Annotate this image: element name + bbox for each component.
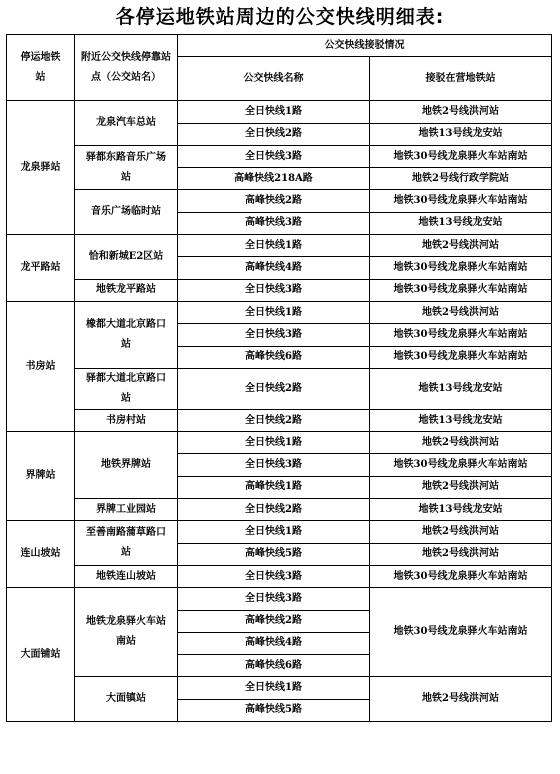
header-connect: 公交快线接驳情况 [178,35,552,57]
stop-cell: 橡都大道北京路口站 [75,301,178,368]
stop-cell: 驿都东路音乐广场站 [75,145,178,190]
route-cell: 高峰快线218A路 [178,168,370,190]
metro-cell: 地铁30号线龙泉驿火车站南站 [370,145,552,167]
page-title: 各停运地铁站周边的公交快线明细表: [115,6,445,28]
metro-cell: 地铁2号线洪河站 [370,476,552,498]
route-cell: 全日快线3路 [178,324,370,346]
station-cell: 大面铺站 [7,588,75,722]
route-cell: 全日快线1路 [178,101,370,123]
stop-cell: 大面镇站 [75,677,178,722]
route-cell: 全日快线2路 [178,123,370,145]
route-cell: 高峰快线6路 [178,346,370,368]
metro-cell: 地铁13号线龙安站 [370,499,552,521]
route-cell: 高峰快线4路 [178,632,370,654]
metro-cell: 地铁2号线洪河站 [370,521,552,543]
metro-cell: 地铁13号线龙安站 [370,212,552,234]
metro-cell: 地铁30号线龙泉驿火车站南站 [370,279,552,301]
stop-cell: 地铁连山坡站 [75,565,178,587]
route-cell: 全日快线3路 [178,565,370,587]
route-cell: 全日快线1路 [178,521,370,543]
table-row [7,588,552,610]
stop-cell: 书房村站 [75,409,178,431]
route-cell: 全日快线3路 [178,145,370,167]
stop-cell: 地铁龙平路站 [75,279,178,301]
station-cell: 龙泉驿站 [7,101,75,235]
metro-cell: 地铁2号线洪河站 [370,301,552,323]
table-row [7,235,552,257]
station-cell: 龙平路站 [7,235,75,302]
route-cell: 高峰快线5路 [178,699,370,721]
header-station: 停运地铁站 [7,35,75,101]
route-cell: 高峰快线1路 [178,476,370,498]
table-row [7,432,552,454]
metro-cell: 地铁13号线龙安站 [370,368,552,409]
table-row [7,368,552,409]
station-cell: 书房站 [7,301,75,431]
metro-cell: 地铁30号线龙泉驿火车站南站 [370,565,552,587]
table-row [7,279,552,301]
metro-cell: 地铁13号线龙安站 [370,123,552,145]
metro-cell: 地铁30号线龙泉驿火车站南站 [370,588,552,677]
route-cell: 高峰快线4路 [178,257,370,279]
metro-cell: 地铁2号线洪河站 [370,543,552,565]
table-row [7,409,552,431]
metro-cell: 地铁2号线洪河站 [370,432,552,454]
table-row [7,145,552,167]
route-cell: 全日快线1路 [178,235,370,257]
table-row [7,301,552,323]
header-metro: 接驳在营地铁站 [370,57,552,101]
table-row [7,521,552,543]
stop-cell: 地铁龙泉驿火车站南站 [75,588,178,677]
metro-cell: 地铁13号线龙安站 [370,409,552,431]
route-cell: 全日快线2路 [178,409,370,431]
route-cell: 全日快线2路 [178,499,370,521]
header-stop: 附近公交快线停靠站点（公交站名） [75,35,178,101]
metro-cell: 地铁30号线龙泉驿火车站南站 [370,454,552,476]
header-route: 公交快线名称 [178,57,370,101]
stop-cell: 驿都大道北京路口站 [75,368,178,409]
table-row [7,101,552,123]
table-row [7,565,552,587]
stop-cell: 地铁界牌站 [75,432,178,499]
metro-cell: 地铁2号线洪河站 [370,235,552,257]
route-cell: 高峰快线2路 [178,190,370,212]
metro-cell: 地铁30号线龙泉驿火车站南站 [370,257,552,279]
metro-cell: 地铁30号线龙泉驿火车站南站 [370,346,552,368]
stop-cell: 龙泉汽车总站 [75,101,178,146]
route-cell: 全日快线3路 [178,454,370,476]
metro-cell: 地铁2号线洪河站 [370,677,552,722]
route-cell: 高峰快线2路 [178,610,370,632]
route-cell: 全日快线1路 [178,432,370,454]
station-cell: 界牌站 [7,432,75,521]
route-cell: 高峰快线3路 [178,212,370,234]
table-row [7,190,552,212]
stop-cell: 音乐广场临时站 [75,190,178,235]
table-row [7,677,552,699]
station-cell: 连山坡站 [7,521,75,588]
route-cell: 高峰快线6路 [178,655,370,677]
stop-cell: 至善南路蒲草路口站 [75,521,178,566]
header-row [7,35,552,57]
route-cell: 全日快线1路 [178,301,370,323]
metro-cell: 地铁30号线龙泉驿火车站南站 [370,324,552,346]
route-cell: 全日快线1路 [178,677,370,699]
metro-cell: 地铁30号线龙泉驿火车站南站 [370,190,552,212]
route-cell: 全日快线3路 [178,279,370,301]
route-cell: 全日快线3路 [178,588,370,610]
stop-cell: 界牌工业园站 [75,499,178,521]
metro-cell: 地铁2号线洪河站 [370,101,552,123]
metro-cell: 地铁2号线行政学院站 [370,168,552,190]
table-row [7,499,552,521]
stop-cell: 恰和新城E2区站 [75,235,178,280]
route-cell: 全日快线2路 [178,368,370,409]
bus-transfer-table [6,34,552,722]
route-cell: 高峰快线5路 [178,543,370,565]
